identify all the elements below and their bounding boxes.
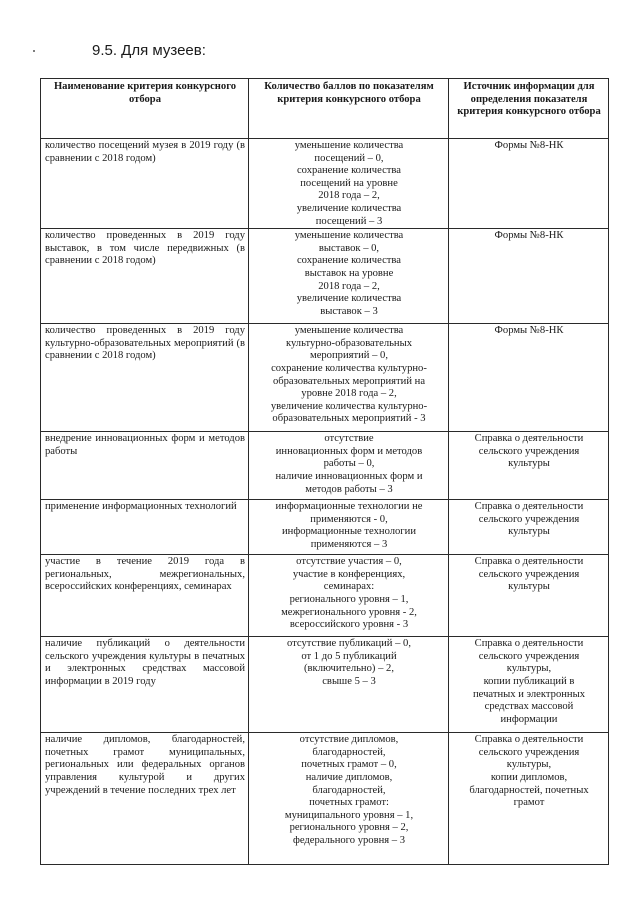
score-line: применяются – 3 — [310, 538, 388, 550]
source-line: Формы №8-НК — [494, 140, 564, 151]
score-line: регионального уровня – 1, — [289, 593, 409, 605]
criterion-source — [449, 637, 609, 733]
source-line: копии дипломов, — [490, 771, 568, 783]
source-line: копии публикаций в — [483, 675, 575, 687]
score-line: инновационных форм и методов — [275, 445, 423, 457]
score-line: образовательных мероприятий на — [272, 375, 426, 387]
table-row — [41, 139, 609, 229]
table-row — [41, 733, 609, 865]
score-line: применяются - 0, — [310, 513, 388, 525]
criterion-name: количество проведенных в 2019 году культурно-образовательных мероприятий (в сравнении с 2018 годом) — [41, 324, 249, 432]
criterion-source — [449, 500, 609, 555]
source-line: Справка о деятельности — [474, 734, 584, 746]
score-line: почетных грамот: — [309, 797, 389, 809]
score-line: выставок – 3 — [320, 305, 378, 317]
score-line: образовательных мероприятий - 3 — [272, 413, 426, 425]
criterion-score — [249, 432, 449, 500]
score-line: почетных грамот – 0, — [301, 759, 397, 771]
source-line: сельского учреждения — [478, 746, 580, 758]
score-line: муниципального уровня – 1, — [284, 809, 414, 821]
criterion-score — [249, 555, 449, 637]
score-line: увеличение количества — [296, 202, 402, 214]
criterion-name: количество проведенных в 2019 году выставок, в том числе передвижных (в сравнении с 2018 годом) — [41, 229, 249, 324]
score-line: культурно-образовательных — [285, 337, 413, 349]
score-line: благодарностей, — [312, 746, 386, 758]
score-line: выставок – 0, — [318, 242, 380, 254]
table-row — [41, 637, 609, 733]
source-line: культуры, — [506, 759, 552, 771]
source-line: печатных и электронных — [473, 688, 585, 700]
section-title: 9.5. Для музеев: — [92, 42, 206, 59]
score-line: посещений – 3 — [315, 215, 383, 227]
criterion-name: внедрение инновационных форм и методов работы — [41, 432, 249, 500]
source-line: сельского учреждения — [478, 445, 580, 457]
criterion-source — [449, 432, 609, 500]
score-line: информационные технологии — [282, 526, 416, 538]
criterion-score — [249, 229, 449, 324]
source-line: средствах массовой — [484, 701, 574, 713]
score-line: посещений – 0, — [314, 152, 384, 164]
criterion-name: участие в течение 2019 года в региональных, межрегиональных, всероссийских конференциях, семинарах — [41, 555, 249, 637]
source-line: Справка о деятельности — [474, 501, 584, 513]
score-line: посещений на уровне — [300, 177, 398, 189]
criterion-score — [249, 324, 449, 432]
score-line: отсутствие — [324, 433, 374, 445]
source-line: Справка о деятельности — [474, 433, 584, 445]
score-line: наличие инновационных форм и — [275, 470, 423, 482]
score-line: сохранение количества — [296, 165, 401, 177]
source-line: культуры — [508, 526, 550, 538]
score-line: (включительно) – 2, — [304, 663, 394, 675]
score-line: уровне 2018 года – 2, — [301, 388, 397, 400]
score-line: мероприятий – 0, — [309, 350, 388, 362]
criteria-table — [40, 78, 609, 865]
score-line: уменьшение количества — [294, 140, 404, 151]
score-line: отсутствие участия – 0, — [296, 556, 402, 568]
table-row — [41, 229, 609, 324]
table-header-row — [41, 79, 609, 139]
score-line: увеличение количества культурно- — [270, 400, 428, 412]
criterion-source — [449, 229, 609, 324]
score-line: участие в конференциях, — [292, 568, 406, 580]
score-line: отсутствие дипломов, — [299, 734, 399, 746]
criterion-score — [249, 637, 449, 733]
header-criterion-name: Наименование критерия конкурсного отбора — [41, 79, 249, 139]
score-line: выставок на уровне — [304, 267, 394, 279]
score-line: уменьшение количества — [294, 230, 404, 242]
source-line: Справка о деятельности — [474, 638, 584, 650]
criterion-name: применение информационных технологий — [41, 500, 249, 555]
score-line: федерального уровня – 3 — [292, 834, 406, 846]
source-line: Формы №8-НК — [494, 325, 564, 337]
source-line: благодарностей, почетных — [469, 784, 589, 796]
criterion-source — [449, 324, 609, 432]
header-score: Количество баллов по показателям критерия конкурсного отбора — [249, 79, 449, 139]
source-line: сельского учреждения — [478, 650, 580, 662]
source-line: сельского учреждения — [478, 568, 580, 580]
score-line: отсутствие публикаций – 0, — [286, 638, 412, 650]
score-line: сохранение количества — [296, 255, 401, 267]
score-line: увеличение количества — [296, 293, 402, 305]
score-line: 2018 года – 2, — [318, 190, 380, 202]
criterion-name: наличие публикаций о деятельности сельского учреждения культуры в печатных и электронных средствах массовой информации в 2019 году — [41, 637, 249, 733]
score-line: межрегионального уровня - 2, — [281, 606, 417, 618]
score-line: семинарах: — [323, 581, 375, 593]
source-line: грамот — [513, 797, 545, 809]
score-line: уменьшение количества — [294, 325, 404, 337]
score-line: информационные технологии не — [275, 501, 423, 513]
score-line: свыше 5 – 3 — [322, 675, 376, 687]
source-line: Формы №8-НК — [494, 230, 564, 242]
criterion-source — [449, 555, 609, 637]
scan-dot — [33, 50, 35, 52]
source-line: сельского учреждения — [478, 513, 580, 525]
criterion-source — [449, 139, 609, 229]
criterion-score — [249, 733, 449, 865]
score-line: наличие дипломов, — [305, 771, 393, 783]
score-line: от 1 до 5 публикаций — [301, 650, 397, 662]
source-line: Справка о деятельности — [474, 556, 584, 568]
score-line: работы – 0, — [323, 458, 375, 470]
table-row — [41, 324, 609, 432]
score-line: всероссийского уровня - 3 — [289, 619, 409, 631]
source-line: информации — [500, 713, 558, 725]
score-line: методов работы – 3 — [305, 483, 393, 495]
score-line: 2018 года – 2, — [318, 280, 380, 292]
criterion-name: количество посещений музея в 2019 году (в сравнении с 2018 годом) — [41, 139, 249, 229]
score-line: сохранение количества культурно- — [271, 362, 427, 374]
criterion-source — [449, 733, 609, 865]
criterion-score — [249, 500, 449, 555]
header-source: Источник информации для определения показателя критерия конкурсного отбора — [449, 79, 609, 139]
criterion-score — [249, 139, 449, 229]
table-row — [41, 432, 609, 500]
score-line: благодарностей, — [312, 784, 386, 796]
table-row — [41, 555, 609, 637]
source-line: культуры — [508, 581, 550, 593]
score-line: регионального уровня – 2, — [289, 822, 409, 834]
criterion-name: наличие дипломов, благодарностей, почетных грамот муниципальных, региональных или федеральных органов управления культурой и других учреждений в течение последних трех лет — [41, 733, 249, 865]
table-row — [41, 500, 609, 555]
source-line: культуры, — [506, 663, 552, 675]
source-line: культуры — [508, 458, 550, 470]
